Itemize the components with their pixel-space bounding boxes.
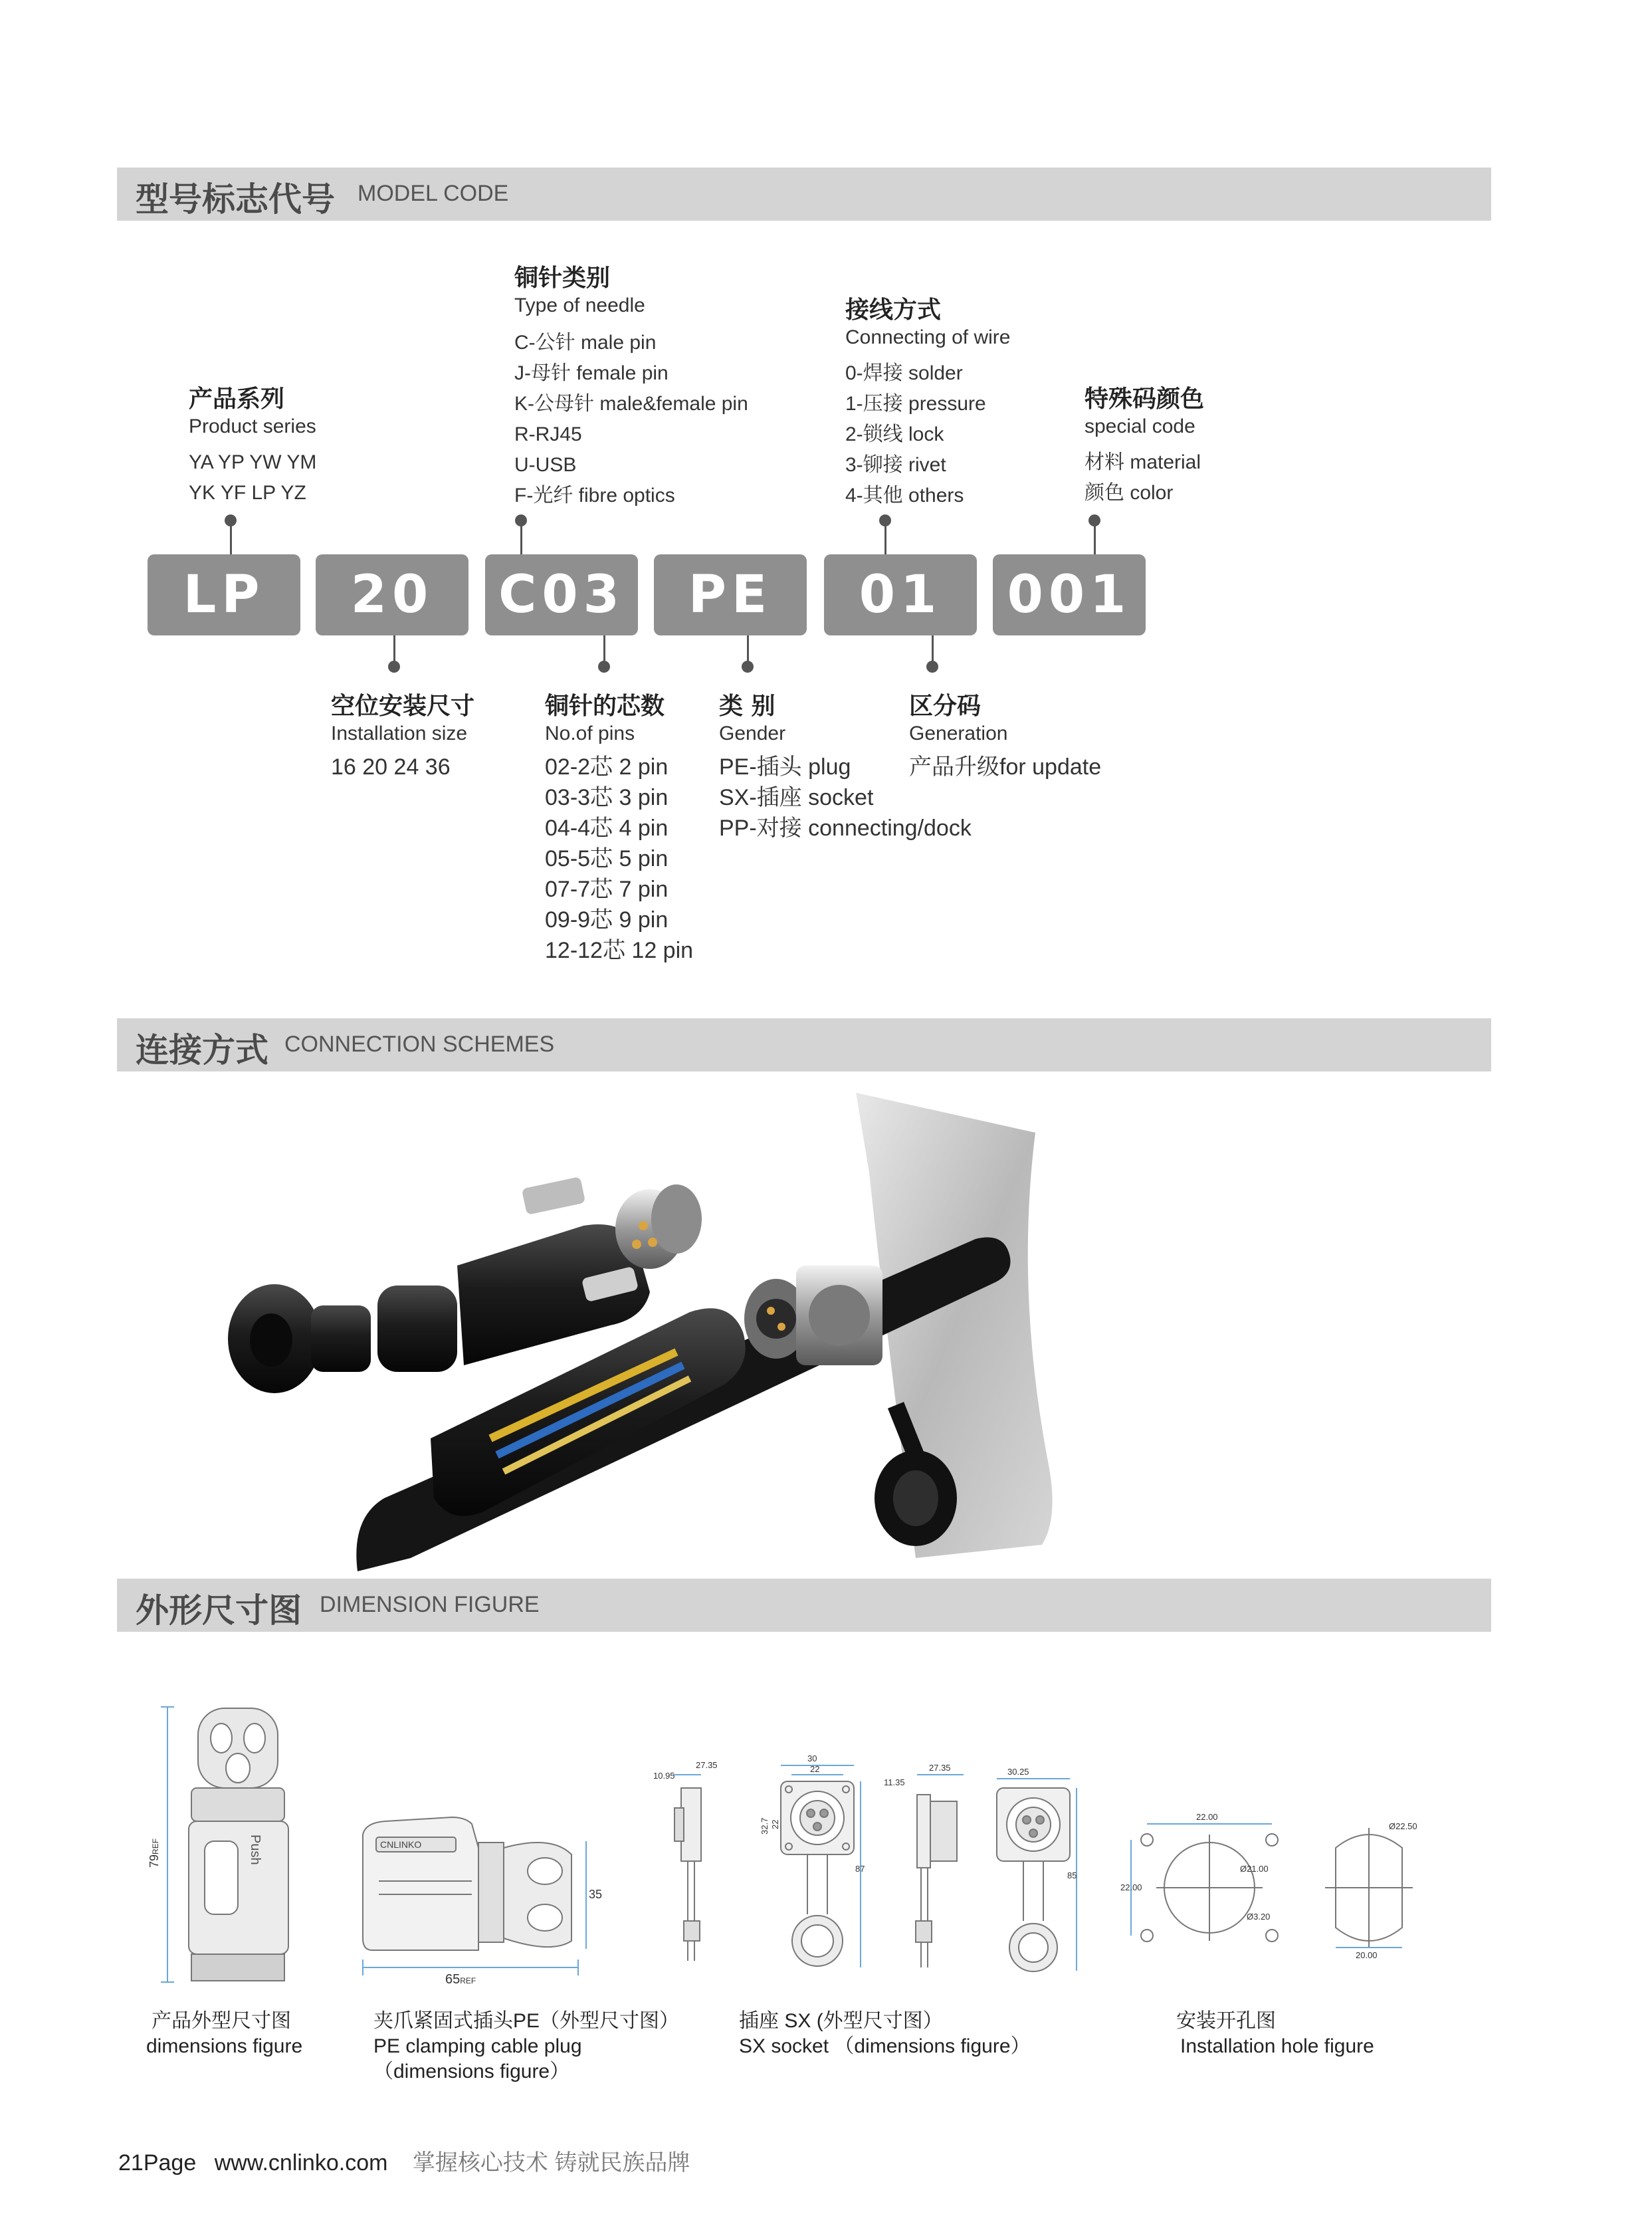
dim-label: 35: [589, 1888, 603, 1901]
group-installation-size: [331, 687, 474, 782]
dim-label: 30.25: [1007, 1767, 1029, 1777]
connector-dot: [926, 661, 938, 673]
drawing-sx-socket-b: [877, 1755, 1096, 1974]
group-title-en: No.of pins: [545, 723, 635, 744]
list-item: YK YF LP YZ: [189, 482, 306, 504]
connector-dot: [742, 661, 754, 673]
group-title-cn: 铜针的芯数: [545, 693, 665, 720]
dim-label: 27.35: [929, 1763, 951, 1773]
dim-label: 85: [1067, 1870, 1077, 1880]
code-box-special: 001: [993, 554, 1146, 635]
caption-line: 安装开孔图: [1176, 2010, 1276, 2032]
push-label: Push: [248, 1835, 262, 1865]
section-bar-model-code: [117, 168, 1491, 221]
drawing-product-dimensions: [148, 1702, 311, 1987]
group-title-en: Installation size: [331, 723, 468, 744]
list-item: 产品升级for update: [909, 754, 1102, 780]
list-item: 09-9芯 9 pin: [545, 907, 669, 933]
list-item: 03-3芯 3 pin: [545, 785, 669, 810]
section-title-cn: 外形尺寸图: [136, 1591, 302, 1630]
dim-label: Ø22.50: [1389, 1821, 1417, 1831]
caption-line: 产品外型尺寸图: [152, 2010, 291, 2032]
code-box-size: 20: [316, 554, 468, 635]
dim-label: REF: [460, 1976, 476, 1985]
svg-text:79REF: [148, 1839, 161, 1868]
footer-slogan: 掌握核心技术 铸就民族品牌: [412, 2150, 690, 2176]
group-title-en: special code: [1084, 415, 1195, 437]
list-item: 04-4芯 4 pin: [545, 816, 669, 841]
dim-label: 10.95: [653, 1771, 675, 1781]
code-box-series: LP: [148, 554, 300, 635]
caption-pe-plug: [373, 2009, 679, 2084]
website-link[interactable]: www.cnlinko.com: [214, 2150, 388, 2176]
list-item: YA YP YW YM: [189, 451, 317, 473]
dim-label: REF: [151, 1838, 160, 1854]
group-title-cn: 接线方式: [845, 296, 942, 324]
dim-label: Ø21.00: [1240, 1864, 1269, 1874]
page-number: 21Page: [118, 2150, 197, 2176]
caption-sx-socket: [739, 2009, 1031, 2059]
list-item: 05-5芯 5 pin: [545, 846, 669, 871]
group-special-code: [1084, 380, 1204, 508]
list-item: F-光纤 fibre optics: [514, 485, 675, 506]
drawing-sx-socket-a: [648, 1748, 867, 1974]
list-item: 颜色 color: [1084, 482, 1174, 504]
list-item: SX-插座 socket: [719, 785, 874, 810]
list-item: 3-铆接 rivet: [845, 454, 946, 476]
brand-label: CNLINKO: [380, 1839, 422, 1850]
code-box-gender: PE: [654, 554, 807, 635]
list-item: PE-插头 plug: [719, 754, 851, 780]
caption-line: 插座 SX (外型尺寸图）: [739, 2010, 943, 2032]
list-item: 02-2芯 2 pin: [545, 754, 669, 780]
group-type-of-needle: [514, 259, 748, 511]
group-no-of-pins: [545, 687, 693, 966]
dim-label: 30: [807, 1753, 817, 1763]
list-item: K-公母针 male&female pin: [514, 393, 748, 415]
list-item: 4-其他 others: [845, 485, 964, 506]
connector-dot: [879, 514, 891, 526]
connector-photo: [211, 1093, 1201, 1571]
group-title-cn: 空位安装尺寸: [331, 693, 475, 720]
group-connecting-of-wire: [845, 291, 1010, 511]
list-item: R-RJ45: [514, 423, 582, 445]
list-item: 16 20 24 36: [331, 754, 451, 780]
list-item: 12-12芯 12 pin: [545, 938, 694, 963]
list-item: U-USB: [514, 454, 577, 476]
group-title-cn: 产品系列: [189, 386, 285, 413]
caption-line: dimensions figure: [146, 2035, 303, 2057]
dim-label: Ø3.20: [1247, 1912, 1271, 1922]
group-title-en: Connecting of wire: [845, 326, 1011, 348]
list-item: PP-对接 connecting/dock: [719, 816, 972, 841]
group-product-series: [189, 380, 316, 508]
list-item: J-母针 female pin: [514, 362, 669, 384]
code-box-wire-generation: 01: [824, 554, 977, 635]
caption-line: （dimensions figure）: [373, 2061, 570, 2082]
dim-label: 32.7: [760, 1817, 770, 1835]
list-item: 2-锁线 lock: [845, 423, 944, 445]
section-title-en: DIMENSION FIGURE: [320, 1592, 540, 1617]
connector-dot: [1088, 514, 1100, 526]
dim-label: 22: [770, 1819, 780, 1829]
dim-label: 20.00: [1356, 1950, 1378, 1960]
list-item: 07-7芯 7 pin: [545, 877, 669, 902]
lock-label: LOCK: [817, 1431, 873, 1470]
section-bar-connection: [117, 1018, 1491, 1071]
page-footer: [118, 2144, 690, 2177]
drawing-hole-pattern: [1120, 1808, 1300, 1967]
section-title-cn: 连接方式: [136, 1031, 268, 1069]
caption-line: Installation hole figure: [1180, 2035, 1374, 2057]
group-title-cn: 类 别: [719, 693, 775, 720]
group-title-cn: 特殊码颜色: [1084, 386, 1205, 413]
code-box-needle-pins: C03: [485, 554, 638, 635]
connector-dot: [598, 661, 610, 673]
caption-product-dimensions: [146, 2009, 302, 2059]
dim-label: 11.35: [884, 1777, 905, 1787]
caption-line: PE clamping cable plug: [373, 2035, 582, 2057]
section-title-cn: 型号标志代号: [136, 180, 335, 219]
group-title-cn: 区分码: [909, 693, 981, 720]
dim-label: 22: [810, 1764, 820, 1774]
list-item: 1-压接 pressure: [845, 393, 986, 415]
dim-label: 65: [445, 1972, 461, 1987]
drawing-hole-flats: [1309, 1815, 1442, 1961]
section-bar-dimension: [117, 1579, 1491, 1632]
dim-label: 22.00: [1120, 1882, 1142, 1892]
dim-label: 79: [148, 1854, 161, 1868]
group-title-en: Product series: [189, 415, 316, 437]
connector-dot: [515, 514, 527, 526]
svg-text:65REF: [445, 1972, 476, 1987]
list-item: C-公针 male pin: [514, 332, 657, 354]
group-generation: [909, 687, 1101, 782]
group-title-en: Type of needle: [514, 294, 645, 316]
group-title-en: Gender: [719, 723, 786, 744]
list-item: 0-焊接 solder: [845, 362, 963, 384]
section-title-en: CONNECTION SCHEMES: [284, 1032, 555, 1057]
connector-dot: [388, 661, 400, 673]
dim-label: 22.00: [1196, 1812, 1218, 1822]
list-item: 材料 material: [1084, 451, 1201, 473]
dim-label: 87: [855, 1864, 865, 1874]
section-title-en: MODEL CODE: [358, 181, 509, 206]
caption-line: 夹爪紧固式插头PE（外型尺寸图）: [373, 2010, 680, 2032]
drawing-pe-plug: [352, 1808, 605, 1987]
connector-dot: [225, 514, 237, 526]
dim-label: 27.35: [696, 1760, 718, 1770]
caption-installation-hole: [1176, 2009, 1374, 2059]
group-title-en: Generation: [909, 723, 1008, 744]
caption-line: SX socket （dimensions figure）: [739, 2035, 1031, 2057]
group-title-cn: 铜针类别: [514, 265, 611, 292]
